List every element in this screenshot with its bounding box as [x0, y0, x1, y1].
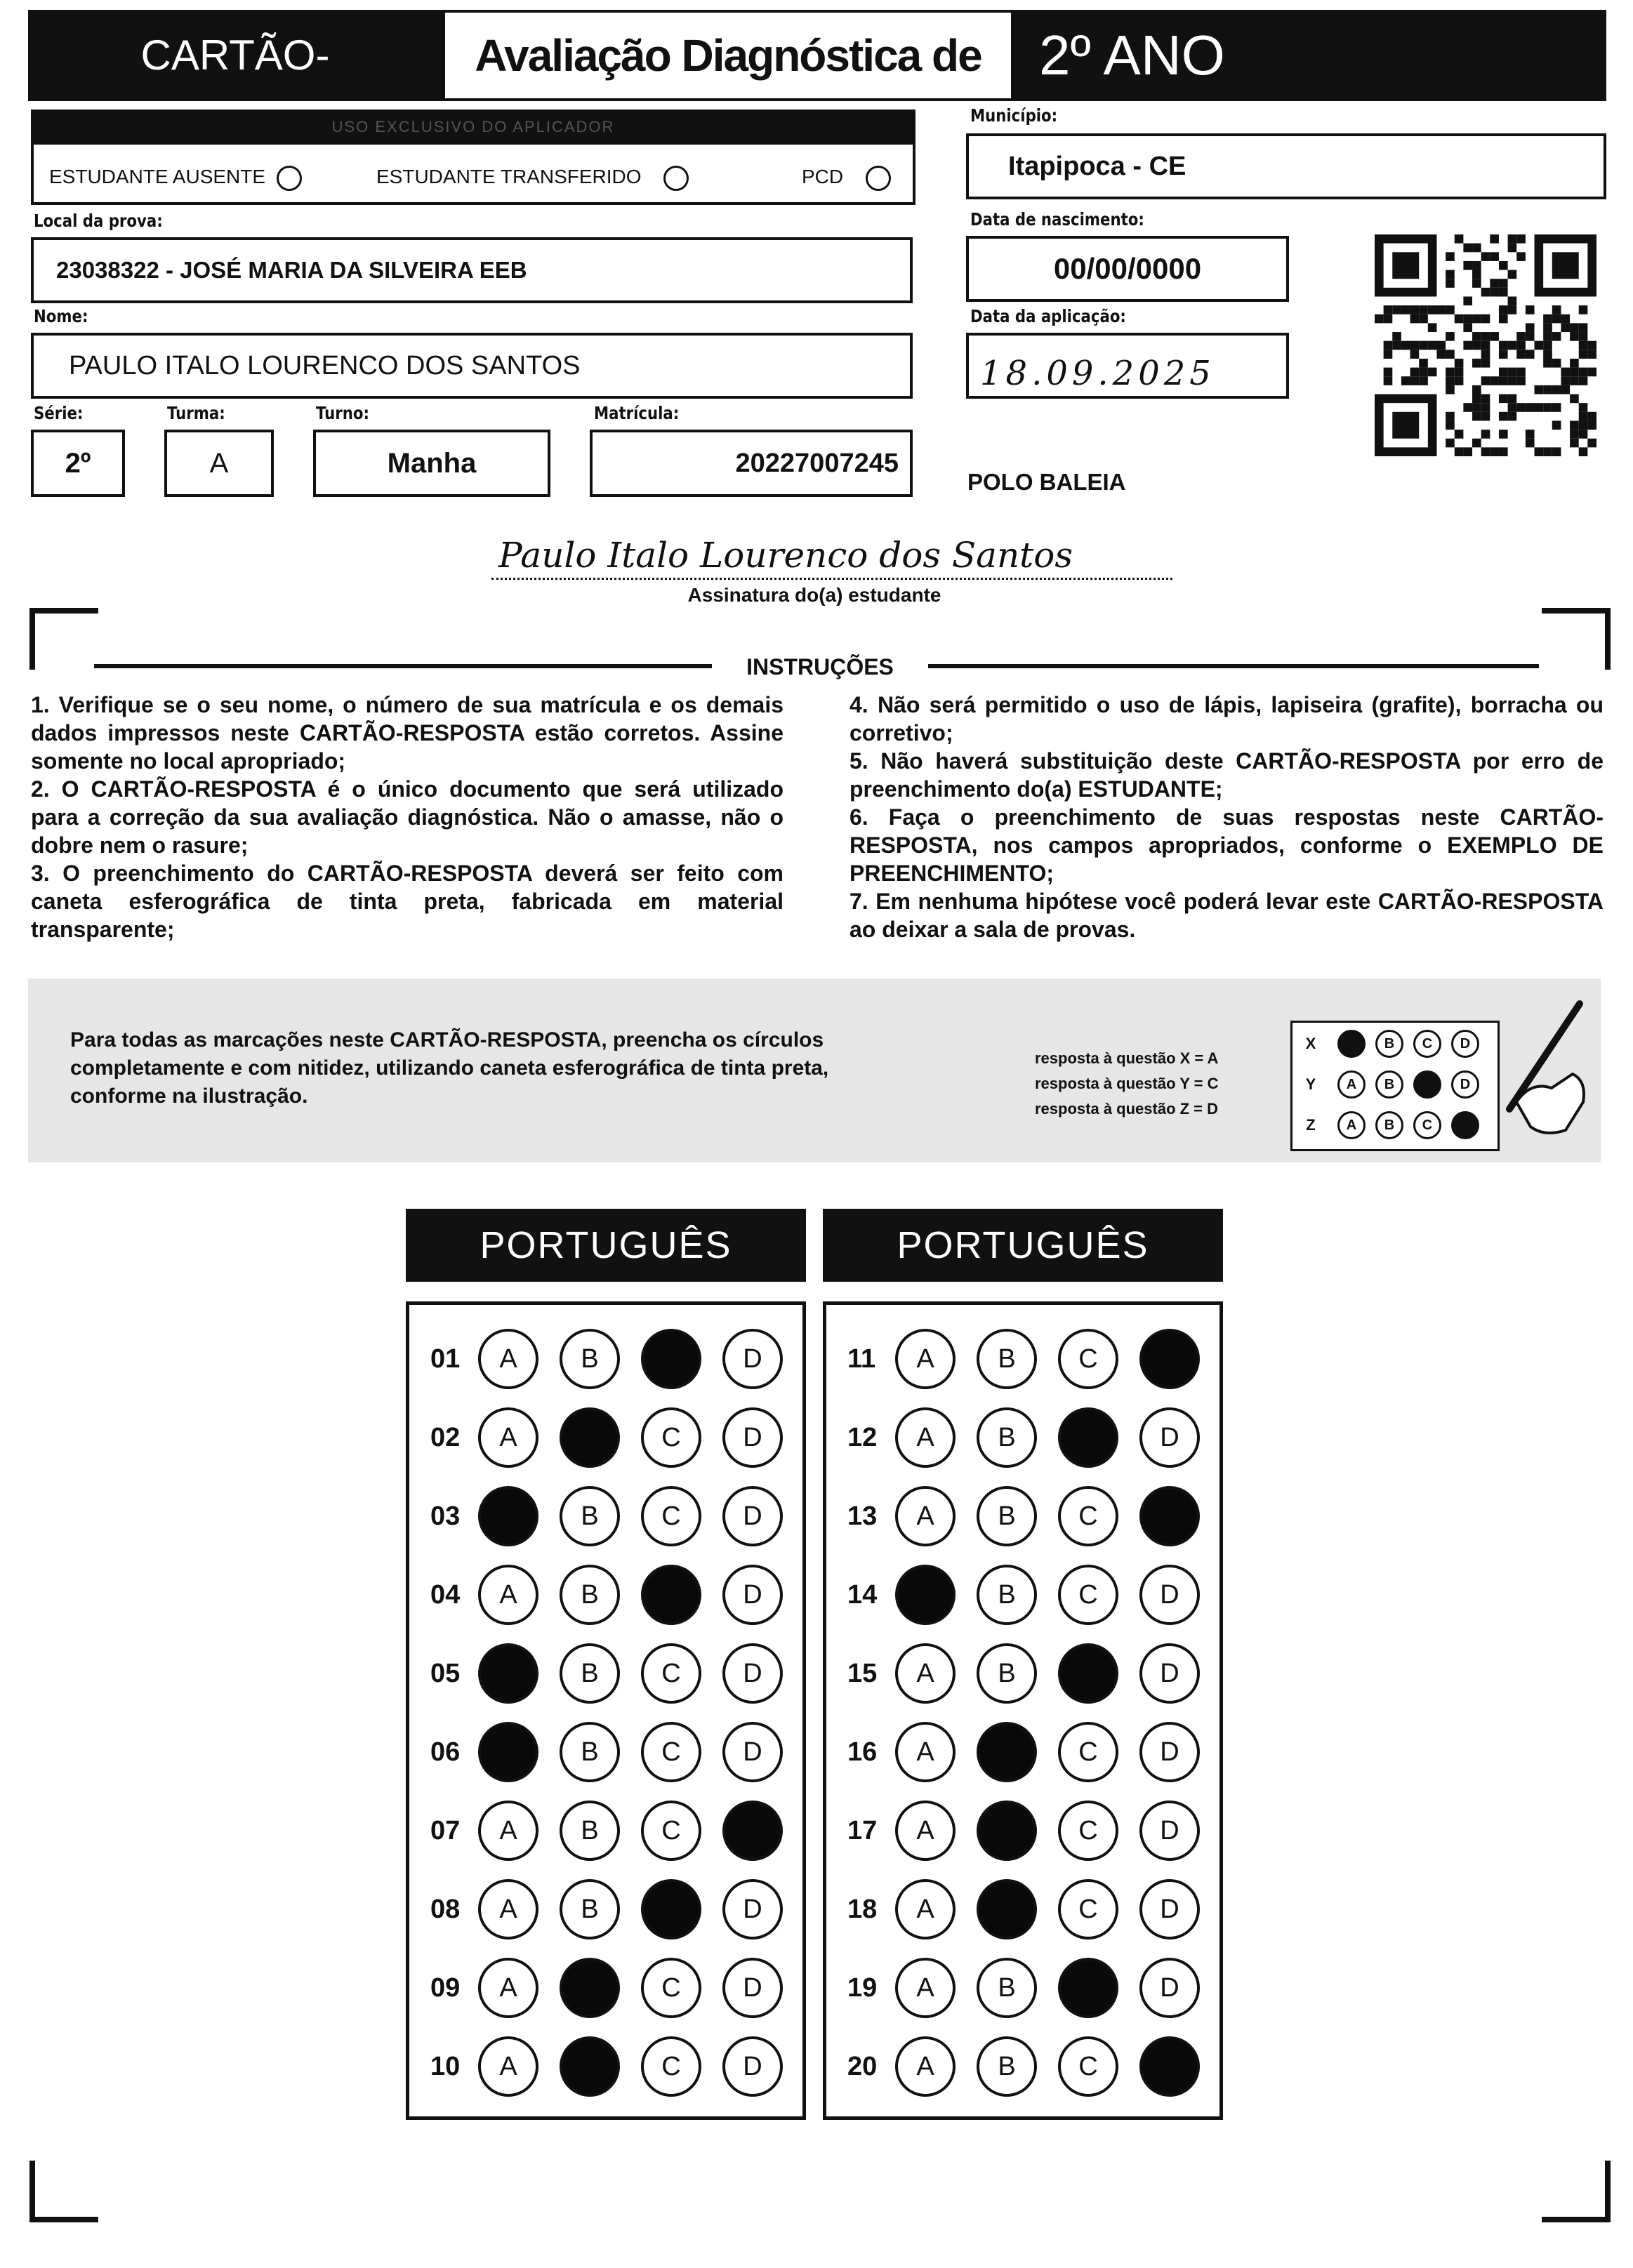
answer-bubble-c[interactable]: C — [641, 1801, 701, 1861]
instructions-right — [849, 691, 1604, 943]
example-bubble: A — [1337, 1111, 1366, 1139]
example-bubble — [1337, 1030, 1366, 1058]
answer-bubble-c[interactable] — [641, 1329, 701, 1389]
answer-bubble-d[interactable]: D — [1139, 1565, 1200, 1625]
answer-bubble-b[interactable]: B — [977, 1643, 1037, 1704]
question-row — [826, 1563, 1219, 1626]
question-number: 02 — [430, 1423, 461, 1452]
option-pcd-circle[interactable] — [866, 166, 891, 191]
answer-bubble-d[interactable]: D — [722, 1958, 783, 2018]
subject-header: PORTUGUÊS — [823, 1209, 1223, 1282]
answer-bubble-c[interactable]: C — [641, 1486, 701, 1546]
question-number: 15 — [847, 1659, 878, 1688]
option-absent-circle[interactable] — [277, 166, 302, 191]
question-row — [409, 1720, 802, 1784]
corner-mark-top-right — [1542, 608, 1611, 670]
answer-bubble-d[interactable]: D — [1139, 1407, 1200, 1468]
answer-bubble-b[interactable] — [560, 2036, 620, 2097]
answer-bubble-b[interactable]: B — [977, 1486, 1037, 1546]
answer-bubble-c[interactable] — [1058, 1958, 1118, 2018]
example-bubble — [1451, 1111, 1479, 1139]
example-row-label: Y — [1305, 1075, 1316, 1093]
name-label: Nome: — [34, 306, 88, 326]
question-row — [409, 2035, 802, 2098]
answer-bubble-a[interactable]: A — [895, 1643, 956, 1704]
example-table — [1290, 1021, 1500, 1151]
local-label: Local da prova: — [34, 211, 163, 231]
signature-caption: Assinatura do(a) estudante — [687, 584, 941, 606]
question-number: 17 — [847, 1816, 878, 1845]
instruction-7: 7. Em nenhuma hipótese você poderá levar este CARTÃO-RESPOSTA ao deixar a sala de provas. — [849, 889, 1604, 942]
question-number: 09 — [430, 1973, 461, 2003]
option-transferred[interactable] — [376, 161, 689, 192]
question-row — [826, 1327, 1219, 1391]
answer-bubble-d[interactable]: D — [1139, 1722, 1200, 1782]
answer-bubble-d[interactable]: D — [722, 1486, 783, 1546]
example-legend-y: resposta à questão Y = C — [1035, 1075, 1219, 1092]
answer-bubble-c[interactable]: C — [1058, 1486, 1118, 1546]
serie-label: Série: — [34, 403, 84, 423]
subject-header: PORTUGUÊS — [406, 1209, 806, 1282]
instruction-3: 3. O preenchimento do CARTÃO-RESPOSTA deverá ser feito com caneta esferográfica de tinta preta, fabricada em material transparente; — [31, 861, 784, 942]
instruction-1: 1. Verifique se o seu nome, o número de sua matrícula e os demais dados impressos neste CARTÃO-RESPOSTA estão corretos. Assine somente no local apropriado; — [31, 692, 784, 774]
answer-bubble-b[interactable]: B — [977, 1565, 1037, 1625]
answer-bubble-a[interactable]: A — [895, 1801, 956, 1861]
municipio-value: Itapipoca - CE — [1008, 152, 1186, 181]
application-date-value[interactable]: 18.09.2025 — [980, 354, 1215, 393]
answer-bubble-a[interactable]: A — [478, 1801, 538, 1861]
birthdate-value: 00/00/0000 — [1053, 252, 1202, 285]
answer-bubble-c[interactable]: C — [1058, 1879, 1118, 1939]
answer-bubble-d[interactable] — [1139, 1486, 1200, 1546]
answer-bubble-a[interactable]: A — [478, 1958, 538, 2018]
question-number: 13 — [847, 1501, 878, 1531]
answer-bubble-b[interactable]: B — [560, 1722, 620, 1782]
example-bubble: B — [1375, 1070, 1403, 1099]
answer-bubble-d[interactable]: D — [722, 1565, 783, 1625]
question-number: 11 — [847, 1344, 876, 1374]
matricula-label: Matrícula: — [594, 403, 680, 423]
question-number: 04 — [430, 1580, 461, 1610]
question-row — [409, 1327, 802, 1391]
instruction-2: 2. O CARTÃO-RESPOSTA é o único documento que será utilizado para a correção da sua avaliação diagnóstica. Não o amasse, não o dobre nem o rasure; — [31, 776, 784, 858]
local-value: 23038322 - JOSÉ MARIA DA SILVEIRA EEB — [56, 257, 527, 283]
answer-bubble-d[interactable]: D — [722, 1722, 783, 1782]
question-number: 20 — [847, 2052, 878, 2081]
answer-bubble-b[interactable]: B — [560, 1486, 620, 1546]
example-bubble — [1413, 1070, 1441, 1099]
question-row — [409, 1406, 802, 1469]
question-row — [826, 1406, 1219, 1469]
answer-bubble-c[interactable]: C — [641, 1722, 701, 1782]
question-number: 10 — [430, 2052, 461, 2081]
question-row — [826, 1799, 1219, 1862]
polo-label: POLO BALEIA — [967, 469, 1126, 495]
option-transferred-label: ESTUDANTE TRANSFERIDO — [376, 166, 642, 187]
turno-label: Turno: — [316, 403, 369, 423]
answer-bubble-b[interactable]: B — [977, 1329, 1037, 1389]
example-legend-z: resposta à questão Z = D — [1035, 1100, 1219, 1118]
option-transferred-circle[interactable] — [663, 166, 689, 191]
answer-bubble-b[interactable]: B — [560, 1801, 620, 1861]
example-bubble: B — [1375, 1030, 1403, 1058]
question-number: 08 — [430, 1895, 461, 1924]
application-date-label: Data da aplicação: — [970, 306, 1126, 326]
answer-bubble-b[interactable] — [977, 1879, 1037, 1939]
instructions-title: INSTRUÇÕES — [746, 654, 894, 679]
example-row-label: X — [1305, 1035, 1316, 1052]
example-legend — [1035, 1046, 1218, 1122]
serie-value: 2º — [65, 448, 91, 479]
answer-bubble-d[interactable]: D — [722, 1879, 783, 1939]
example-bubble: C — [1413, 1111, 1441, 1139]
question-box — [823, 1301, 1223, 2120]
question-row — [826, 1485, 1219, 1548]
question-number: 05 — [430, 1659, 461, 1688]
answer-bubble-c[interactable]: C — [1058, 1565, 1118, 1625]
answer-bubble-a[interactable] — [478, 1643, 538, 1704]
answer-bubble-a[interactable]: A — [895, 1722, 956, 1782]
answer-bubble-a[interactable]: A — [478, 1565, 538, 1625]
answer-bubble-d[interactable]: D — [1139, 1958, 1200, 2018]
answer-bubble-a[interactable]: A — [478, 1407, 538, 1468]
answer-bubble-a[interactable]: A — [478, 1879, 538, 1939]
question-row — [826, 1720, 1219, 1784]
question-row — [826, 1956, 1219, 2020]
example-legend-x: resposta à questão X = A — [1035, 1049, 1219, 1067]
option-absent[interactable] — [49, 161, 302, 192]
instruction-4: 4. Não será permitido o uso de lápis, lapiseira (grafite), borracha ou corretivo; — [849, 692, 1604, 745]
question-row — [826, 1642, 1219, 1705]
instruction-6: 6. Faça o preenchimento de suas respostas neste CARTÃO-RESPOSTA, nos campos apropriados, conforme o EXEMPLO DE PREENCHIMENTO; — [849, 804, 1604, 886]
example-bubble: C — [1413, 1030, 1441, 1058]
answer-bubble-c[interactable]: C — [641, 1958, 701, 2018]
example-text: Para todas as marcações neste CARTÃO-RESPOSTA, preencha os círculos completamente e com nitidez, utilizando caneta esferográfica de tinta preta, conforme na ilustração. — [70, 1028, 829, 1108]
question-number: 14 — [847, 1580, 878, 1610]
answer-bubble-d[interactable]: D — [1139, 1801, 1200, 1861]
answer-bubble-a[interactable]: A — [895, 1958, 956, 2018]
question-number: 12 — [847, 1423, 878, 1452]
answer-bubble-b[interactable]: B — [560, 1329, 620, 1389]
answer-bubble-d[interactable]: D — [722, 2036, 783, 2097]
example-row-label: Z — [1306, 1116, 1316, 1134]
example-bubble: D — [1451, 1070, 1479, 1099]
answer-bubble-a[interactable]: A — [895, 2036, 956, 2097]
option-pcd-label: PCD — [802, 166, 844, 187]
card-label: CARTÃO- — [140, 32, 330, 79]
answer-bubble-d[interactable]: D — [722, 1643, 783, 1704]
answer-bubble-a[interactable] — [895, 1565, 956, 1625]
answer-bubble-a[interactable]: A — [895, 1879, 956, 1939]
answer-bubble-b[interactable] — [560, 1407, 620, 1468]
answer-bubble-c[interactable]: C — [641, 1407, 701, 1468]
answer-bubble-d[interactable]: D — [722, 1407, 783, 1468]
answer-bubble-b[interactable] — [977, 1722, 1037, 1782]
question-row — [409, 1642, 802, 1705]
question-number: 18 — [847, 1895, 878, 1924]
turma-label: Turma: — [167, 403, 225, 423]
answer-bubble-a[interactable] — [478, 1486, 538, 1546]
answer-bubble-b[interactable] — [977, 1801, 1037, 1861]
question-row — [826, 2035, 1219, 2098]
birthdate-label: Data de nascimento: — [970, 209, 1144, 230]
grade-label: 2º ANO — [1039, 24, 1225, 86]
matricula-value: 20227007245 — [735, 449, 899, 478]
answer-bubble-d[interactable] — [1139, 2036, 1200, 2097]
answer-bubble-d[interactable]: D — [722, 1329, 783, 1389]
question-box — [406, 1301, 806, 2120]
answer-bubble-a[interactable]: A — [478, 2036, 538, 2097]
answer-bubble-d[interactable] — [722, 1801, 783, 1861]
example-bubble: A — [1337, 1070, 1366, 1099]
answer-bubble-c[interactable]: C — [1058, 1801, 1118, 1861]
answer-bubble-c[interactable]: C — [641, 2036, 701, 2097]
instruction-5: 5. Não haverá substituição deste CARTÃO-RESPOSTA por erro de preenchimento do(a) ESTUDANTE; — [849, 748, 1604, 802]
municipio-label: Município: — [970, 105, 1058, 126]
instructions-rule-left — [94, 664, 712, 668]
turno-value: Manha — [387, 448, 477, 479]
answer-bubble-a[interactable]: A — [478, 1329, 538, 1389]
example-bubble: D — [1451, 1030, 1479, 1058]
answer-bubble-b[interactable]: B — [977, 1958, 1037, 2018]
example-bubble: B — [1375, 1111, 1403, 1139]
question-number: 07 — [430, 1816, 461, 1845]
answer-bubble-c[interactable]: C — [641, 1643, 701, 1704]
answer-bubble-c[interactable] — [1058, 1407, 1118, 1468]
question-row — [409, 1563, 802, 1626]
answer-bubble-c[interactable]: C — [1058, 1722, 1118, 1782]
answer-bubble-b[interactable]: B — [560, 1879, 620, 1939]
answer-bubble-b[interactable] — [560, 1958, 620, 2018]
answer-bubble-c[interactable] — [641, 1565, 701, 1625]
instructions-left — [31, 691, 784, 943]
hand-pen-icon — [1488, 997, 1594, 1144]
answer-bubble-c[interactable] — [641, 1879, 701, 1939]
question-row — [409, 1956, 802, 2020]
signature[interactable]: Paulo Italo Lourenco dos Santos — [491, 531, 1172, 580]
question-row — [409, 1878, 802, 1941]
question-row — [409, 1799, 802, 1862]
answer-bubble-a[interactable]: A — [895, 1329, 956, 1389]
applicator-title: USO EXCLUSIVO DO APLICADOR — [331, 118, 615, 135]
answer-bubble-b[interactable]: B — [977, 1407, 1037, 1468]
option-pcd[interactable] — [802, 161, 891, 192]
answer-bubble-d[interactable]: D — [1139, 1643, 1200, 1704]
question-number: 19 — [847, 1973, 878, 2003]
answer-bubble-a[interactable]: A — [895, 1486, 956, 1546]
exam-title: Avaliação Diagnóstica de — [475, 30, 981, 81]
question-number: 03 — [430, 1501, 461, 1531]
question-row — [409, 1485, 802, 1548]
answer-bubble-a[interactable]: A — [895, 1407, 956, 1468]
question-number: 16 — [847, 1737, 878, 1767]
answer-bubble-c[interactable]: C — [1058, 2036, 1118, 2097]
answer-bubble-a[interactable] — [478, 1722, 538, 1782]
corner-mark-bottom-right — [1542, 2161, 1611, 2222]
option-absent-label: ESTUDANTE AUSENTE — [49, 166, 266, 187]
answer-bubble-b[interactable]: B — [560, 1565, 620, 1625]
corner-mark-top-left — [29, 608, 98, 670]
instructions-rule-right — [928, 664, 1539, 668]
question-number: 06 — [430, 1737, 461, 1767]
name-value: PAULO ITALO LOURENCO DOS SANTOS — [69, 351, 581, 380]
answer-bubble-c[interactable] — [1058, 1643, 1118, 1704]
answer-bubble-d[interactable] — [1139, 1329, 1200, 1389]
answer-bubble-d[interactable]: D — [1139, 1879, 1200, 1939]
answer-bubble-b[interactable]: B — [560, 1643, 620, 1704]
corner-mark-bottom-left — [29, 2161, 98, 2222]
answer-bubble-c[interactable]: C — [1058, 1329, 1118, 1389]
turma-value: A — [209, 448, 229, 479]
qr-code-icon — [1375, 234, 1596, 456]
question-number: 01 — [430, 1344, 461, 1374]
answer-bubble-b[interactable]: B — [977, 2036, 1037, 2097]
question-row — [826, 1878, 1219, 1941]
